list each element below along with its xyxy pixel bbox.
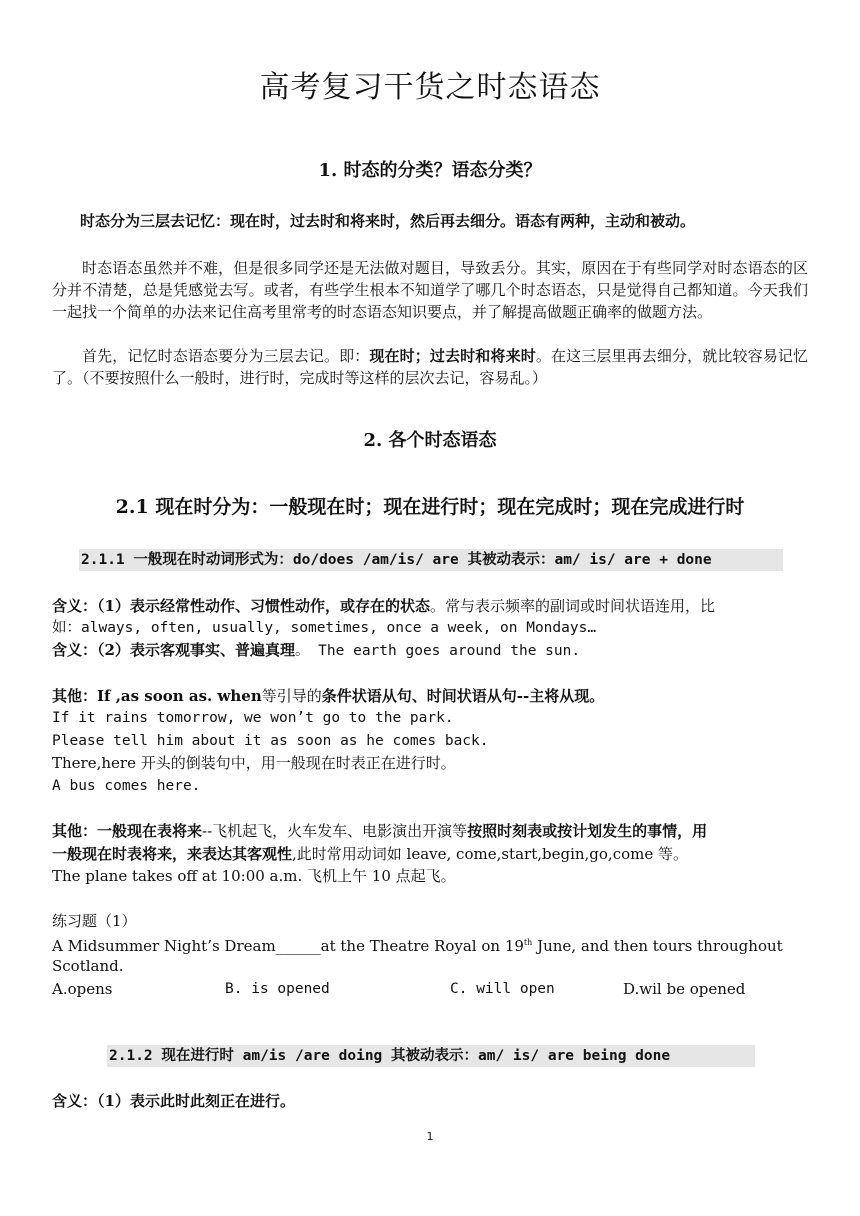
paragraph-2 xyxy=(52,345,808,389)
other-2-line-2 xyxy=(52,843,688,865)
question-1-cont: Scotland. xyxy=(52,957,124,975)
option-c: C. will open xyxy=(450,981,555,997)
section-2-heading: 2. 各个时态语态 xyxy=(363,430,497,451)
practice-label: 练习题（1） xyxy=(52,912,137,930)
question-1-text-b: June, and then tours throughout xyxy=(532,937,783,955)
meaning-3-line: 含义：（1）表示此时此刻正在进行。 xyxy=(52,1092,295,1110)
paragraph-2-text-a: 首先，记忆时态语态要分为三层去记。即： xyxy=(82,347,370,365)
other-1-mid: 等引导的 xyxy=(261,687,322,705)
other-2-tail: 按照时刻表或按计划发生的事情，用 xyxy=(467,822,708,840)
other-2-line xyxy=(52,820,707,842)
example-1: If it rains tomorrow, we won’t go to the park. xyxy=(52,710,454,726)
meaning-2-line xyxy=(52,639,580,662)
section-1-heading: 1. 时态的分类？语态分类？ xyxy=(318,160,542,181)
question-1-text-a: A Midsummer Night’s Dream______at the Theatre Royal on 19 xyxy=(52,937,524,955)
option-b: B. is opened xyxy=(225,981,330,997)
other-2-mid: --飞机起飞，火车发车、电影演出开演等 xyxy=(202,822,468,840)
other-1-label: 其他：If ,as soon as. when xyxy=(52,687,262,705)
meaning-1-line xyxy=(52,595,715,617)
example-5: The plane takes off at 10:00 a.m. 飞机上午 10 点起飞。 xyxy=(52,867,456,885)
meaning-1-text: 。常与表示频率的副词或时间状语连用，比 xyxy=(429,597,715,615)
other-2-line-2-rest: ,此时常用动词如 leave, come,start,begin,go,come 等。 xyxy=(292,845,689,863)
meaning-2-text: 。 The earth goes around the sun. xyxy=(294,643,581,659)
question-1 xyxy=(52,932,783,957)
question-1-sup: th xyxy=(523,938,533,947)
paragraph-2-text-c: 。在这三层里再去细分，就比较容易记忆了。（不要按照什么一般时，进行时，完成时等这样的层次去记，容易乱。） xyxy=(52,347,808,387)
option-a: A.opens xyxy=(52,980,113,998)
intro-paragraph: 时态语态虽然并不难，但是很多同学还是无法做对题目，导致丢分。其实，原因在于有些同学对时态语态的区分并不清楚，总是凭感觉去写。或者，有些学生根本不知道学了哪几个时态语态，只是觉得自己都知道。今天我们一起找一个简单的办法来记住高考里常考的时态语态知识要点，并了解提高做题正确率的做题方法。 xyxy=(52,259,808,321)
example-3: There,here 开头的倒装句中，用一般现在时表正在进行时。 xyxy=(52,754,456,772)
section-2-1-heading: 2.1 现在时分为：一般现在时；现在进行时；现在完成时；现在完成进行时 xyxy=(115,496,745,518)
summary-line: 时态分为三层去记忆：现在时，过去时和将来时，然后再去细分。语态有两种，主动和被动。 xyxy=(80,212,696,230)
section-2-1-2-heading: 2.1.2 现在进行时 am/is /are doing 其被动表示：am/ is/ are being done xyxy=(107,1045,755,1067)
other-1-line xyxy=(52,685,604,707)
document-title: 高考复习干货之时态语态 xyxy=(259,70,601,105)
section-2-1-1-heading: 2.1.1 一般现在时动词形式为：do/does /am/is/ are 其被动表示：am/ is/ are + done xyxy=(79,549,783,571)
meaning-1-label: 含义：（1）表示经常性动作、习惯性动作，或存在的状态 xyxy=(52,597,430,615)
option-d: D.wil be opened xyxy=(623,980,746,998)
example-4: A bus comes here. xyxy=(52,778,201,794)
example-2: Please tell him about it as soon as he comes back. xyxy=(52,733,489,749)
paragraph-2-bold: 现在时；过去时和将来时 xyxy=(369,347,536,365)
other-2-label: 其他：一般现在表将来 xyxy=(52,822,203,840)
page-number: 1 xyxy=(426,1130,434,1143)
other-2-line-2-bold: 一般现在时表将来，来表达其客观性 xyxy=(52,845,293,863)
meaning-2-label: 含义：（2）表示客观事实、普遍真理 xyxy=(52,641,295,659)
other-1-tail: 条件状语从句、时间状语从句--主将从现。 xyxy=(321,687,605,705)
meaning-1-examples: 如：always, often, usually, sometimes, once a week, on Mondays… xyxy=(52,620,597,636)
